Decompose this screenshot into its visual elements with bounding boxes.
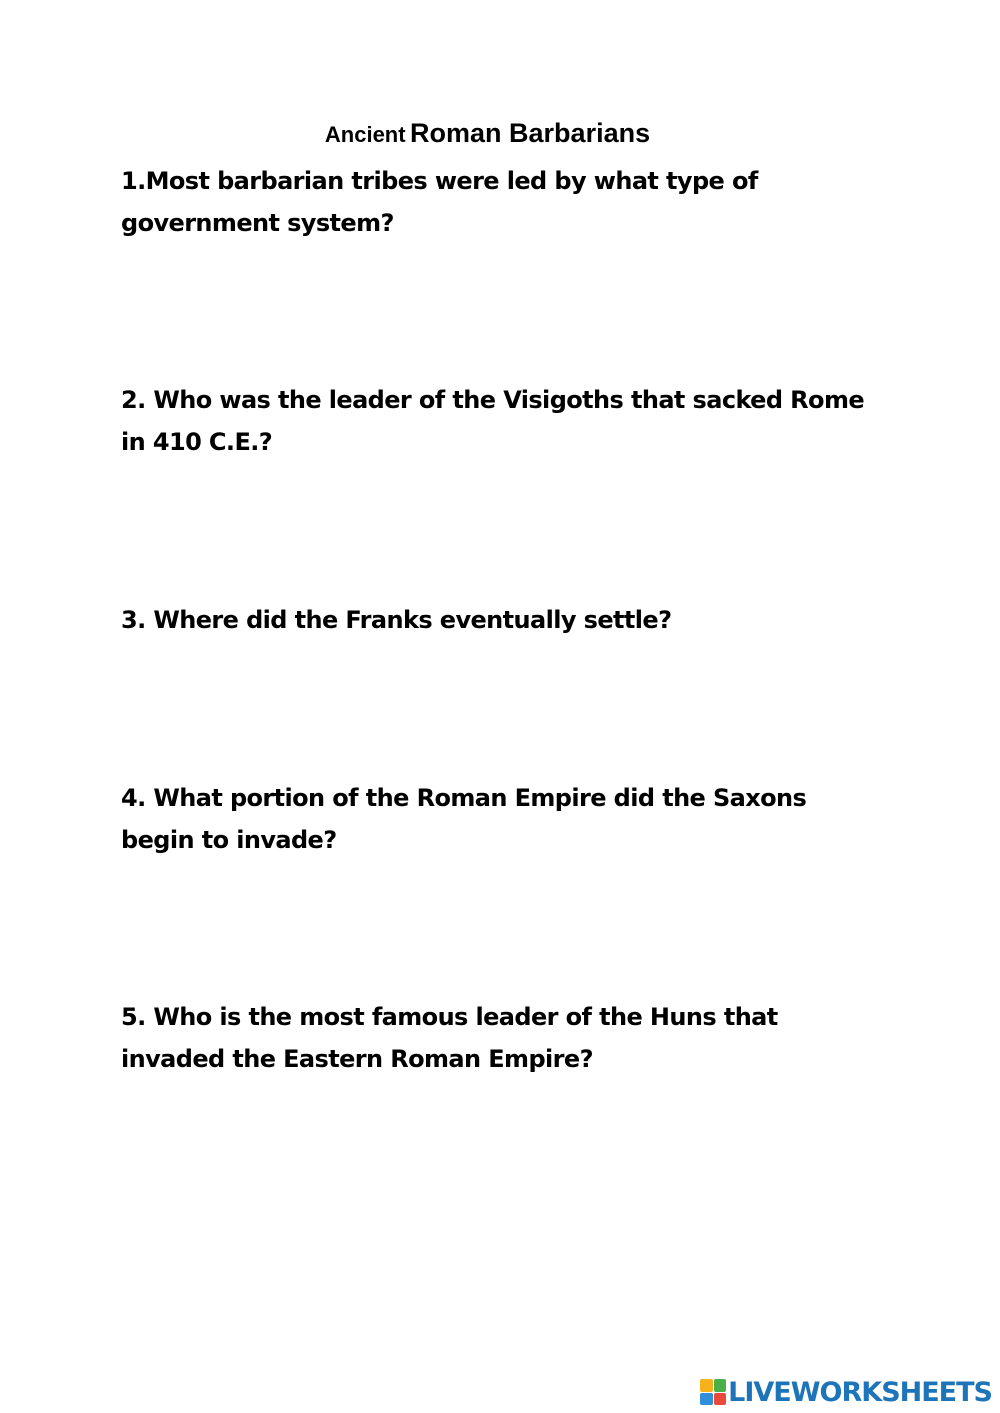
question-1: 1.Most barbarian tribes were led by what type of government system? (121, 167, 758, 237)
question-2: 2. Who was the leader of the Visigoths that sacked Rome in 410 C.E.? (121, 386, 865, 456)
page-title (0, 118, 975, 149)
question-4: 4. What portion of the Roman Empire did the Saxons begin to invade? (121, 784, 807, 854)
liveworksheets-logo (700, 1376, 992, 1408)
logo-text: LIVEWORKSHEETS (728, 1376, 992, 1408)
liveworksheets-logo-icon (700, 1379, 726, 1405)
title-main: Roman Barbarians (410, 118, 651, 148)
question-5: 5. Who is the most famous leader of the Huns that invaded the Eastern Roman Empire? (121, 1003, 778, 1073)
title-prefix: Ancient (324, 122, 406, 147)
question-3: 3. Where did the Franks eventually settle? (121, 606, 672, 634)
